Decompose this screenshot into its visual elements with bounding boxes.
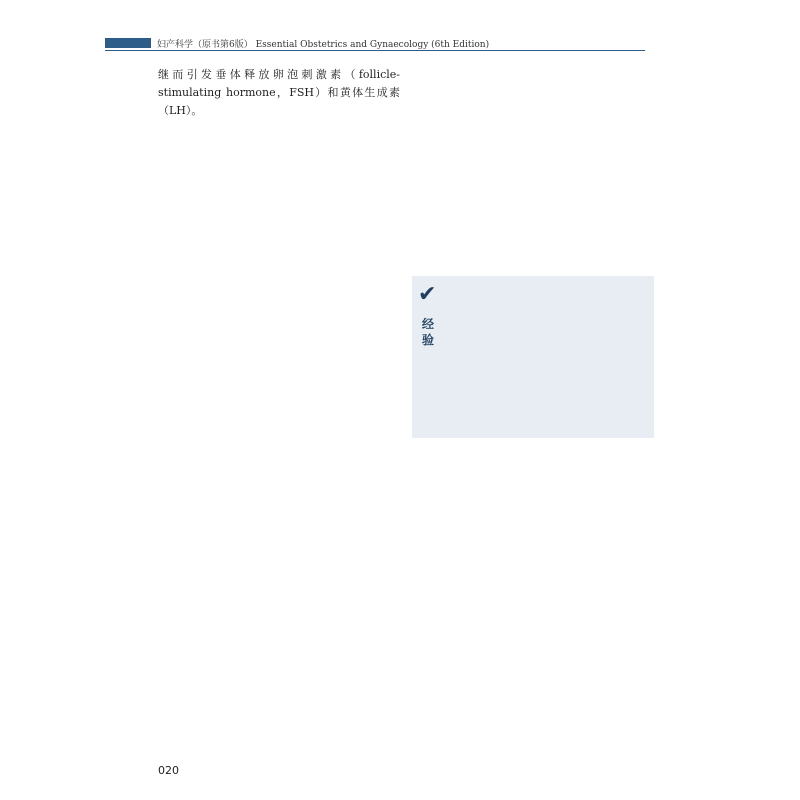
page-number: 020 (158, 764, 179, 777)
left-column (158, 66, 400, 756)
tip-label: 经验 (422, 317, 435, 347)
english-paragraph (158, 270, 400, 330)
chinese-paragraph (158, 200, 400, 260)
chinese-paragraph (412, 450, 654, 510)
chinese-paragraph (412, 136, 654, 196)
running-header (105, 36, 645, 51)
book-title: 妇产科学（原书第6版） Essential Obstetrics and Gynaecology (6th Edition) (157, 39, 490, 50)
right-column (412, 66, 654, 756)
chinese-paragraph (158, 340, 400, 400)
header-color-band (105, 38, 151, 48)
english-paragraph (158, 130, 400, 190)
checkmark-icon: ✔ (418, 282, 437, 307)
experience-tip-box (412, 276, 654, 438)
english-paragraph (158, 410, 400, 470)
english-paragraph (412, 66, 654, 126)
chinese-paragraph: 继而引发垂体释放卵泡刺激素（follicle-stimulating hormone，FSH）和黄体生成素（LH）。 (158, 68, 400, 117)
english-paragraph (412, 206, 654, 266)
